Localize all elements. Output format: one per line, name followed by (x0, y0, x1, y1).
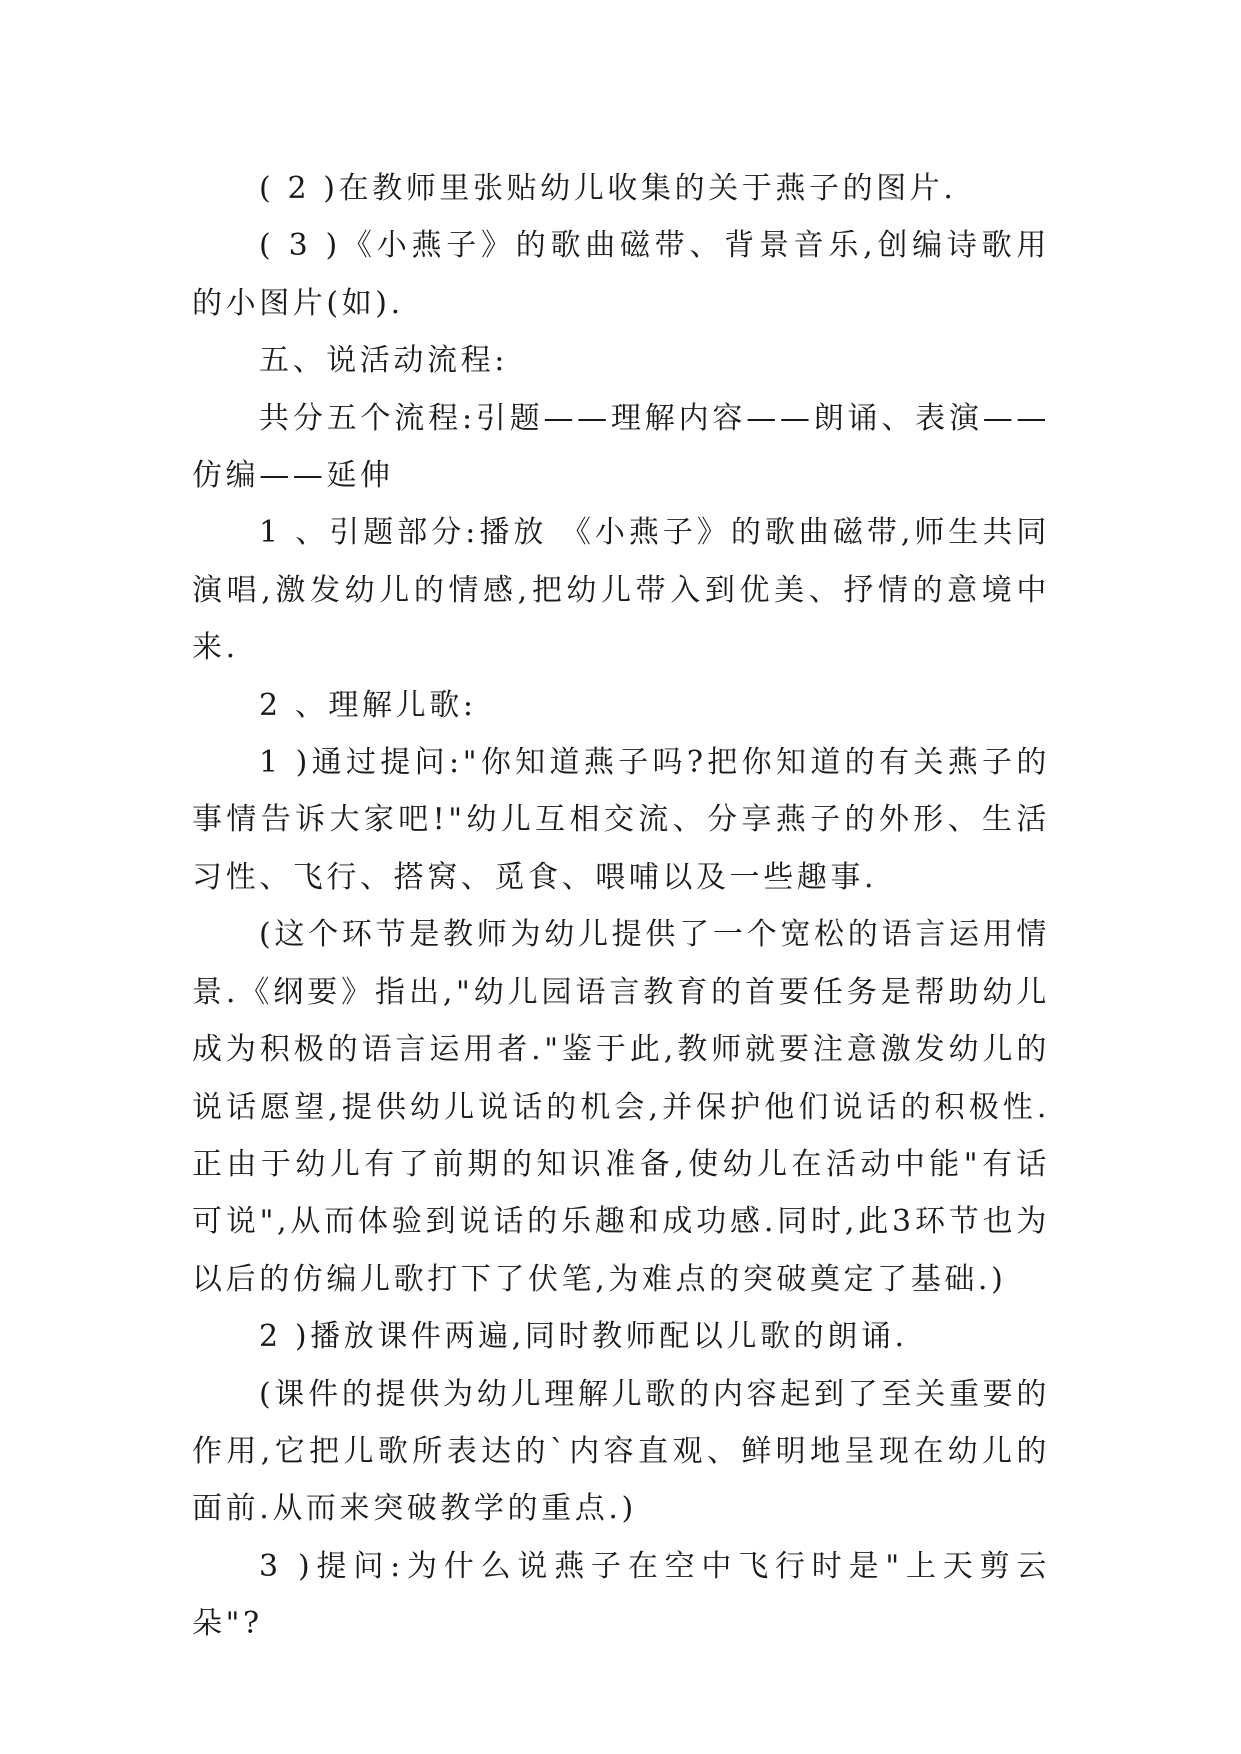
paragraph-materials-2: ( 2 )在教师里张贴幼儿收集的关于燕子的图片. (259, 171, 957, 206)
paragraph-step-2-2: 2 )播放课件两遍,同时教师配以儿歌的朗诵. (259, 1319, 908, 1355)
paragraph-materials-3: ( 3 )《小燕子》的歌曲磁带、背景音乐,创编诗歌用的小图片(如). (192, 228, 1050, 321)
document-body (192, 160, 1050, 1653)
section-heading-activity-flow: 五、说活动流程: (259, 343, 508, 379)
paragraph-step-2-2-note: (课件的提供为幼儿理解儿歌的内容起到了至关重要的作用,它把儿歌所表达的`内容直观、鲜明地呈现在幼儿的面前.从而来突破教学的重点.) (192, 1376, 1050, 1527)
paragraph-step-2-heading: 2 、理解儿歌: (259, 687, 477, 723)
paragraph-step-1-intro: 1 、引题部分:播放 《小燕子》的歌曲磁带,师生共同演唱,激发幼儿的情感,把幼儿带入到优美、抒情的意境中来. (192, 515, 1050, 666)
paragraph-step-2-1: 1 )通过提问:"你知道燕子吗?把你知道的有关燕子的事情告诉大家吧!"幼儿互相交流、分享燕子的外形、生活习性、飞行、搭窝、觅食、喂哺以及一些趣事. (192, 745, 1050, 895)
paragraph-step-2-3: 3 )提问:为什么说燕子在空中飞行时是"上天剪云朵"? (192, 1548, 1050, 1642)
paragraph-flow-summary: 共分五个流程:引题——理解内容——朗诵、表演——仿编——延伸 (192, 400, 1050, 494)
paragraph-step-2-1-note: (这个环节是教师为幼儿提供了一个宽松的语言运用情景.《纲要》指出,"幼儿园语言教育的首要任务是帮助幼儿成为积极的语言运用者."鉴于此,教师就要注意激发幼儿的说话愿望,提供幼儿说话的机会,并保护他们说话的积极性.正由于幼儿有了前期的知识准备,使幼儿在活动中能"有话可说",从而体验到说话的乐趣和成功感.同时,此3环节也为以后的仿编儿歌打下了伏笔,为难点的突破奠定了基础.) (192, 917, 1050, 1297)
